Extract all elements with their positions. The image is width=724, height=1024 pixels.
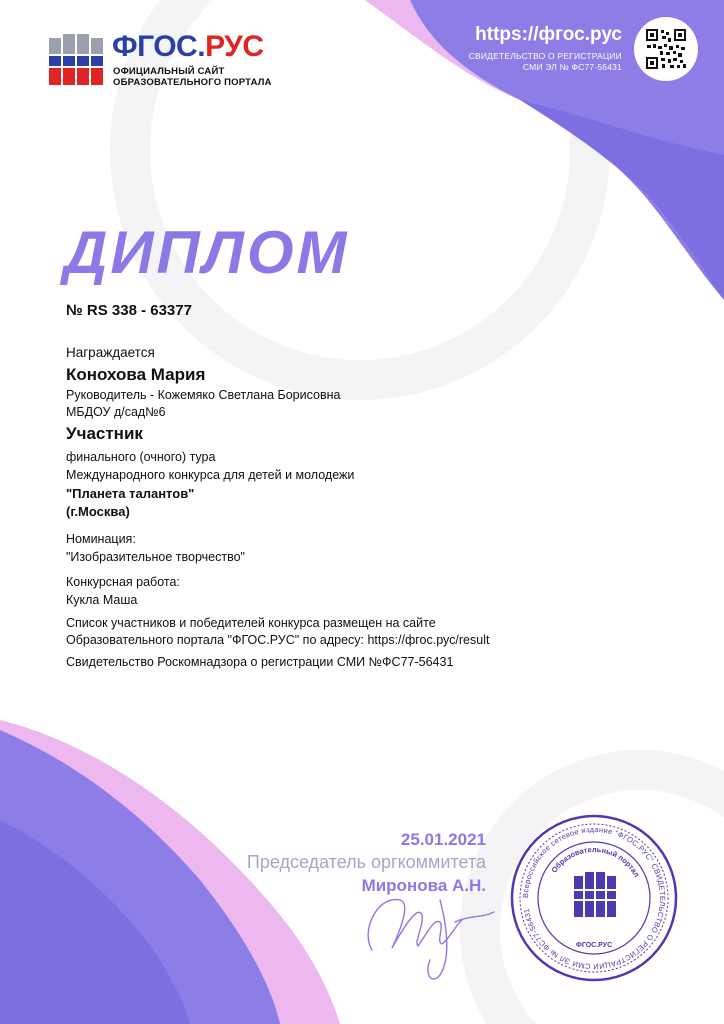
brand-name <box>112 30 264 64</box>
work-title: Кукла Маша <box>66 593 138 607</box>
round: финального (очного) тура <box>66 450 216 464</box>
brand-subtitle <box>113 66 272 88</box>
registration-info <box>469 51 622 73</box>
participant-status: Участник <box>66 424 143 443</box>
round-stamp-icon <box>512 816 676 980</box>
nomination-label: Номинация: <box>66 532 136 546</box>
qr-code-icon <box>634 17 698 81</box>
institution: МБДОУ д/сад№6 <box>66 405 166 419</box>
site-url: https://фгос.рус <box>475 24 622 45</box>
brand-subtitle-line-2: ОБРАЗОВАТЕЛЬНОГО ПОРТАЛА <box>113 77 272 88</box>
signer-role: Председатель оргкоммитета <box>246 852 486 872</box>
work-label: Конкурсная работа: <box>66 575 180 589</box>
results-list-line-2: Образовательного портала "ФГОС.РУС" по адресу: https://фгос.рус/result <box>66 633 490 647</box>
diploma-title: ДИПЛОМ <box>64 219 350 286</box>
signer-name: Миронова А.Н. <box>361 876 486 895</box>
recipient-name: Конохова Мария <box>66 365 206 384</box>
brand-name-right: РУС <box>205 30 264 63</box>
svg-text:Образовательный портал: Образовательный портал <box>549 844 642 879</box>
results-list-line-1: Список участников и победителей конкурса размещен на сайте <box>66 616 436 630</box>
nomination: "Изобразительное творчество" <box>66 550 245 564</box>
contest-city: (г.Москва) <box>66 504 130 519</box>
diploma-number: № RS 338 - 63377 <box>66 302 192 319</box>
media-certificate: Свидетельство Роскомнадзора о регистрации СМИ №ФС77-56431 <box>66 655 454 669</box>
building-blocks-icon <box>49 34 103 85</box>
awarded-label: Награждается <box>66 345 155 360</box>
brand-subtitle-line-1: ОФИЦИАЛЬНЫЙ САЙТ <box>113 66 225 77</box>
registration-line-2: СМИ ЭЛ № ФС77-56431 <box>522 62 622 72</box>
contest-name: "Планета талантов" <box>66 486 195 501</box>
brand-name-left: ФГОС. <box>112 30 206 63</box>
svg-text:ФГОС.РУС: ФГОС.РУС <box>575 942 613 949</box>
contest: Международного конкурса для детей и молодежи <box>66 468 355 482</box>
supervisor: Руководитель - Кожемяко Светлана Борисовна <box>66 388 341 402</box>
svg-text:Всероссийское сетевое издание: Всероссийское сетевое издание "ФГОС.РУС" СВИДЕТЕЛЬСТВО О РЕГИСТРАЦИИ СМИ ЭЛ № ФС77-56431 <box>520 824 668 972</box>
issue-date: 25.01.2021 <box>400 830 486 849</box>
registration-line-1: СВИДЕТЕЛЬСТВО О РЕГИСТРАЦИИ <box>468 51 622 61</box>
